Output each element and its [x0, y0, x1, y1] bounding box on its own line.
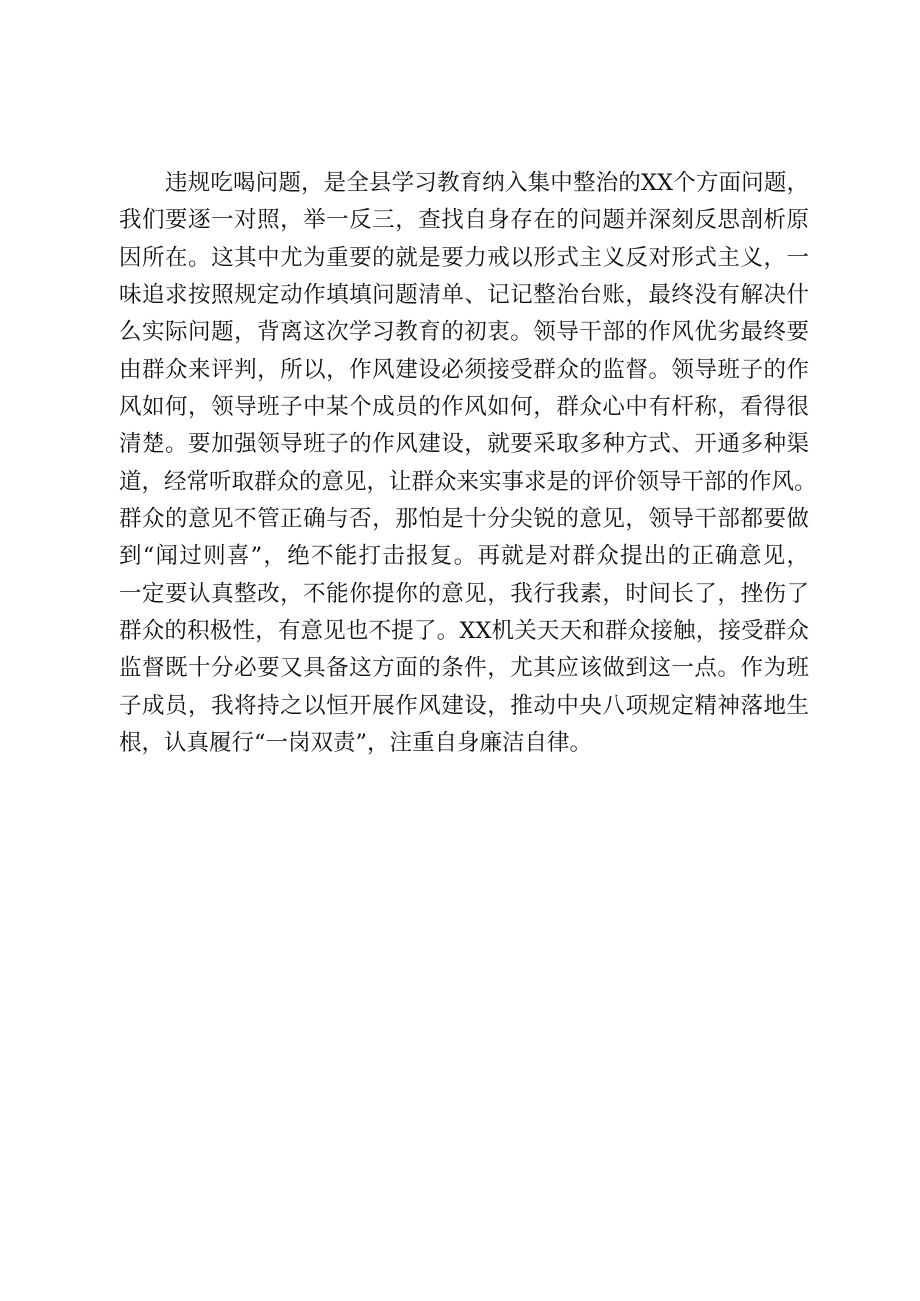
paragraph-line: 违规吃喝问题，是全县学习教育纳入集中整治的XX个方面问题，: [165, 170, 809, 196]
paragraph-line: 味追求按照规定动作填填问题清单、记记整治台账，最终没有解决什: [119, 282, 809, 309]
paragraph-line: 我们要逐一对照，举一反三，查找自身存在的问题并深刻反思剖析原: [119, 207, 809, 234]
paragraph-line: 由群众来评判，所以，作风建设必须接受群众的监督。领导班子的作: [119, 356, 809, 383]
paragraph-line: 一定要认真整改，不能你提你的意见，我行我素，时间长了，挫伤了: [119, 580, 809, 607]
paragraph-line: 道，经常听取群众的意见，让群众来实事求是的评价领导干部的作风。: [119, 468, 817, 495]
paragraph-line: 子成员，我将持之以恒开展作风建设，推动中央八项规定精神落地生: [119, 692, 809, 719]
paragraph-line: 因所在。这其中尤为重要的就是要力戒以形式主义反对形式主义，一: [119, 244, 809, 271]
paragraph-line: 清楚。要加强领导班子的作风建设，就要采取多种方式、开通多种渠: [119, 431, 809, 458]
paragraph-line: 风如何，领导班子中某个成员的作风如何，群众心中有杆称，看得很: [119, 394, 809, 421]
paragraph-line: 群众的积极性，有意见也不提了。XX机关天天和群众接触，接受群众: [119, 618, 809, 645]
body-paragraph: [119, 165, 817, 763]
paragraph-line: 监督既十分必要又具备这方面的条件，尤其应该做到这一点。作为班: [119, 655, 809, 682]
paragraph-line: 根，认真履行“一岗双责”，注重自身廉洁自律。: [119, 730, 593, 757]
paragraph-line: 么实际问题，背离这次学习教育的初衷。领导干部的作风优劣最终要: [119, 319, 809, 346]
paragraph-line: 群众的意见不管正确与否，那怕是十分尖锐的意见，领导干部都要做: [119, 506, 809, 533]
paragraph-line: 到“闻过则喜”，绝不能打击报复。再就是对群众提出的正确意见，: [119, 543, 809, 570]
